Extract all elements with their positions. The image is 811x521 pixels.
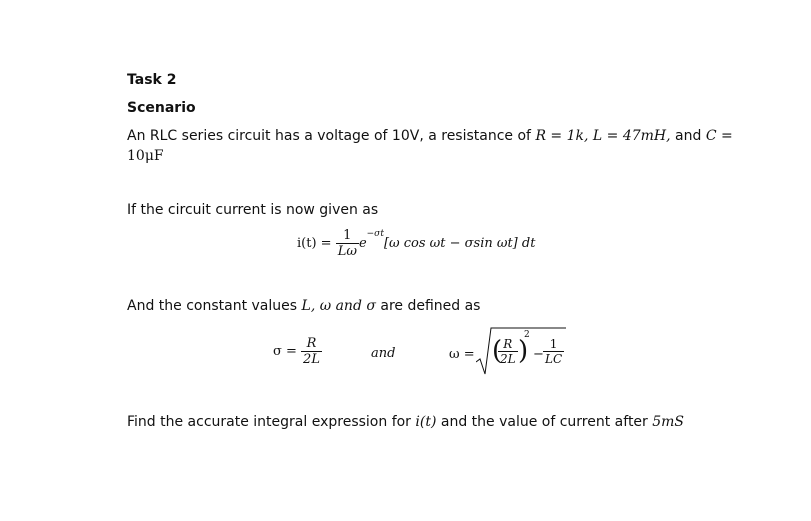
scenario-heading: Scenario	[127, 100, 196, 116]
current-frac-num: 1	[336, 228, 359, 244]
final-prefix: Find the accurate integral expression for	[127, 414, 416, 430]
constants-symbols: L, ω and σ	[301, 298, 376, 314]
current-intro: If the circuit current is now given as	[127, 202, 379, 218]
sigma-num: R	[301, 336, 322, 352]
intro-text: An RLC series circuit has a voltage of 10V, a resistance of	[127, 128, 536, 144]
sigma-fraction	[301, 336, 322, 367]
sigma-lhs: σ =	[273, 344, 297, 359]
inductance-expr: L = 47mH,	[592, 128, 671, 144]
constants-intro	[127, 296, 480, 316]
and-separator: and	[371, 346, 396, 361]
current-lhs: i(t) =	[297, 236, 332, 251]
omega-frac2-den: LC	[545, 352, 563, 366]
omega-inner-num: R	[498, 337, 518, 352]
final-instruction	[127, 412, 684, 432]
exp-power: −σt	[366, 228, 384, 239]
omega-equation	[449, 326, 569, 376]
current-bracket: [ω cos ωt − σsin ωt] dt	[383, 236, 536, 251]
omega-inner-fraction	[498, 337, 518, 366]
current-frac-den: Lω	[337, 244, 357, 259]
capacitance-expr: C =	[705, 128, 733, 144]
exp-base: e	[358, 236, 367, 251]
current-fraction	[336, 228, 359, 259]
constants-prefix: And the constant values	[127, 298, 302, 314]
and-word: and	[675, 128, 702, 144]
constants-suffix: are defined as	[375, 298, 481, 314]
resistance-expr: R = 1k,	[535, 128, 589, 144]
current-equation	[297, 228, 535, 259]
paren-left: (	[492, 336, 503, 366]
omega-power: 2	[524, 330, 530, 340]
omega-lhs: ω =	[449, 347, 475, 362]
final-func: i(t)	[415, 414, 437, 430]
intro-line-1	[127, 126, 733, 146]
omega-inner-den: 2L	[500, 352, 516, 366]
omega-second-fraction	[543, 337, 564, 366]
sigma-equation	[273, 336, 322, 367]
omega-minus: −	[533, 347, 544, 362]
final-time: 5mS	[652, 414, 685, 430]
final-middle: and the value of current after	[436, 414, 653, 430]
omega-frac2-num: 1	[543, 337, 564, 352]
intro-line-2: 10μF	[127, 148, 164, 164]
task-title: Task 2	[127, 72, 177, 88]
paren-right: )	[518, 336, 529, 366]
sigma-den: 2L	[303, 352, 320, 367]
